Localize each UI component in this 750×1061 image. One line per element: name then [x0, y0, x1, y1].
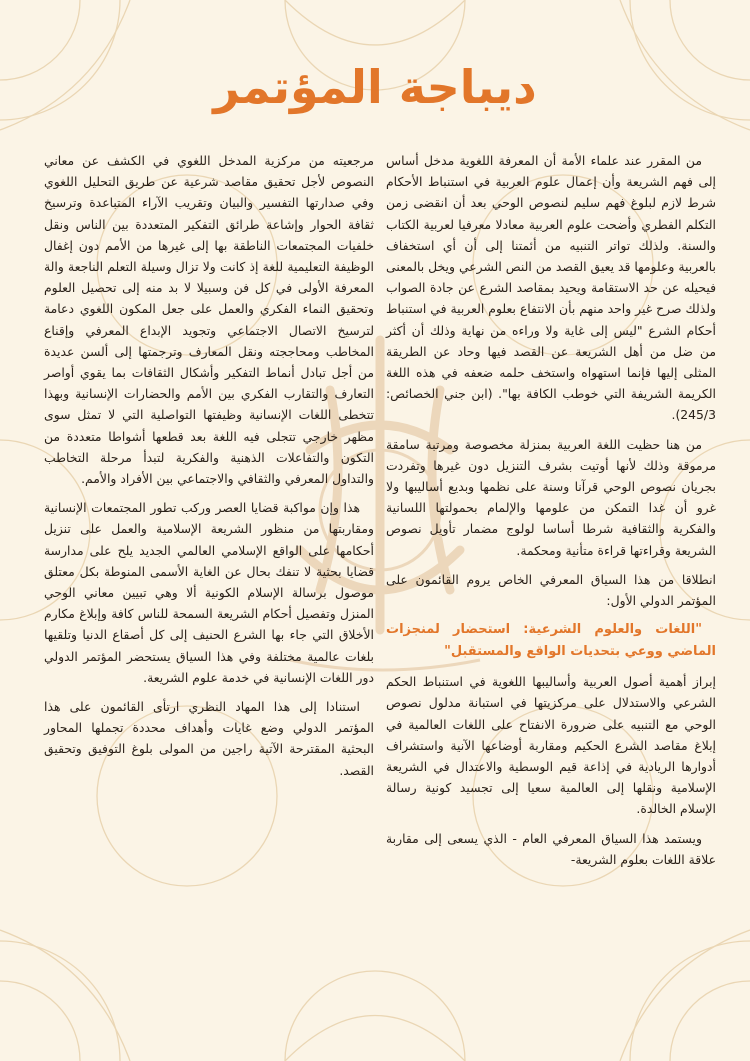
paragraph: من هنا حظيت اللغة العربية بمنزلة مخصوصة ومرتبة سامقة مرموقة وذلك لأنها أوتيت بشرف التنزيل دون غيرها وتفردت بجريان نصوص الوحي قرآنا وسنة على نظمها وبديع أساليبها ولا غرو أن غدا التمكن من علومها والإلمام بحمولتها اللسانية والفكرية والثقافية شرطا أساسا لولوج مضمار تأويل نصوص الشريعة وقراءتها قراءة متأنية ومحكمة. — [386, 436, 716, 558]
conference-title-highlight: "اللغات والعلوم الشرعية: استحضار لمنجزات الماضي ووعي بتحديات الواقع والمستقبل" — [386, 622, 716, 660]
paragraph: ويستمد هذا السياق المعرفي العام - الذي يسعى إلى مقاربة علاقة اللغات بعلوم الشريعة- — [386, 830, 716, 867]
paragraph: هذا وإن مواكبة قضايا العصر وركب تطور المجتمعات الإنسانية ومقاربتها من منظور الشريعة الإسلامية والعمل على تنزيل أحكامها على الواقع الإسلامي العالمي الجديد يلح على مدارسة قضايا بحثية لا تنفك بحال عن الغاية الأسمى المنوطة بكل معتلق موصول برسالة الإسلام الكونية ألا وهي تبيين معاني الوحي المنزل وتفصيل أحكام الشريعة السمحة للناس كافة وإبلاغ مكارم الأخلاق التي جاء بها الشرع الحنيف إلى كل أصقاع الدنيا وتلقيها بلغات عالمية مختلفة وفي هذا السياق يستحضر المؤتمر الدولي دور اللغات الإنسانية في خدمة علوم الشريعة. — [44, 500, 374, 685]
paragraph: من المقرر عند علماء الأمة أن المعرفة اللغوية مدخل أساس إلى فهم الشريعة وأن إعمال علوم العربية في استنباط الأحكام شرط لازم لبلوغ فهم سليم لنصوص الوحي بعد أن انقضى زمن التكلم الفطري وأضحت علوم العربية معادلا معرفيا لعربية الكتاب والسنة. ولذلك تواتر التنبيه من أئمتنا إلى أن أي استخفاف بالعربية وعلومها قد يعيق القصد من النص الشرعي ويخل بالمعنى فيحيله عن حد الاستقامة ويحيد بمقاصد الشرع عن جادة الصواب ولذلك صرح غير واحد منهم بأن الانتفاع بعلوم العربية في استنباط أحكام الشرع "ليس إلى غاية ولا وراءه من نهاية وذلك أن أكثر من ضل من أهل الشريعة عن القصد فيها وحاد عن الطريقة المثلى إليها فإنما استهواه واستخف حلمه ضعفه في هذه اللغة الكريمة الشريفة التي خوطب الكافة بها". (ابن جني الخصائص: 245/3). — [386, 153, 716, 423]
paragraph: إبراز أهمية أصول العربية وأساليبها اللغوية في استنباط الحكم الشرعي والاستدلال على مركزيتها في استبانة مدلول نصوص الوحي مع التنبيه على ضرورة الانفتاح على اللغات العالمية في إبلاغ مقاصد الشرع الحكيم ومقاربة أوضاعها الآنية واستشراف أدوارها الريادية في إذاعة قيم الوسطية والاعتدال في الشريعة الإسلامية ونقلها إلى العالمية سعيا إلى تجسيد كونية رسالة الإسلام الخالدة. — [386, 674, 716, 817]
paragraph: انطلاقا من هذا السياق المعرفي الخاص يروم القائمون على المؤتمر الدولي الأول: — [386, 571, 716, 609]
left-column — [44, 150, 374, 789]
page-title: ديباجة المؤتمر — [213, 60, 537, 114]
right-column — [386, 150, 716, 878]
paragraph: استنادا إلى هذا المهاد النظري ارتأى القائمون على هذا المؤتمر الدولي وضع غايات وأهداف محددة تجملها المحاور البحثية المقترحة الآتية راجين من المولى بلوغ التوفيق وتحقيق القصد. — [44, 699, 374, 778]
paragraph: مرجعيته من مركزية المدخل اللغوي في الكشف عن معاني النصوص لأجل تحقيق مقاصد شرعية عن طريق التحليل اللغوي وفي صدارتها التفسير والبيان وتقريب الآراء المتباعدة وترسيخ ثقافة الحوار وإشاعة طرائق التفكير المتعددة بين الناس ونقل خلفيات المجتمعات الناطقة بها إلى غيرها من الأمم دون إغفال الوظيفة التعليمية للغة إذ كانت ولا تزال وسيلة التعلم الناجعة والة المعرفة الأولى في كل فن وسبيلا لا بد منه إلى تحصيل العلوم وتحقيق النماء الفكري والعمل على جعل المكون اللغوي دعامة لترسيخ الاتصال الاجتماعي وتجويد الإبداع المعرفي وإقناع المخاطب ومحاججته ونقل المعارف وترجمتها إلى ألسن عديدة من أجل تبادل أنماط التفكير وأشكال الثقافات بما يقوي أواصر التعارف والتقارب الفكري بين الأمم والحضارات الإنسانية وبهذا تتخطى اللغات الإنسانية وظيفتها التواصلية التي لا تمثل سوى مظهر خارجي تتجلى فيه اللغة بعد قطعها أشواطا متعددة من التكون والتفاعلات الذهنية والفكرية لتبدأ مرحلة التخاطب والتداول المعرفي والثقافي والاجتماعي بين الأفراد والأمم. — [44, 153, 374, 487]
